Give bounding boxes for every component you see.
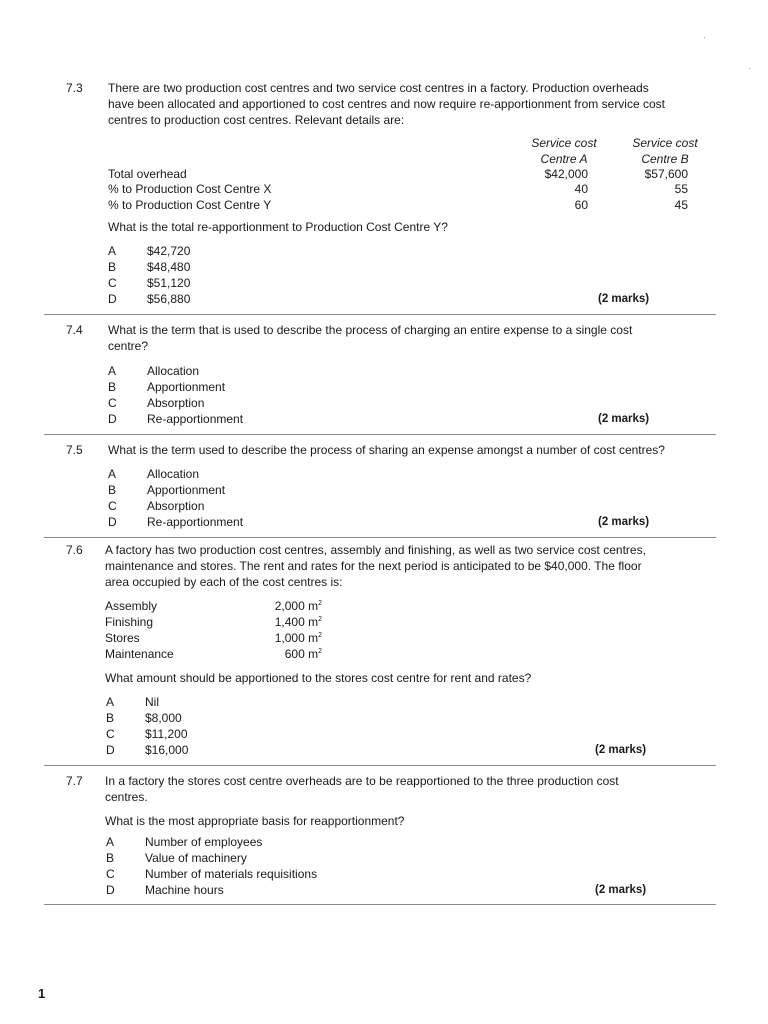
divider [44,904,716,905]
question-number: 7.6 [66,543,83,557]
table-cell: $57,600 [644,167,688,181]
option-letter: C [106,727,115,741]
option-letter: A [106,695,115,709]
text-line: centres to production cost centres. Relevant details are: [108,113,405,127]
question-text [108,80,708,128]
column-header-b-line1: Service cost [632,136,698,150]
option-letter: B [106,711,115,725]
table-row-label: % to Production Cost Centre Y [108,198,272,212]
question-text [108,442,708,458]
option-text: $48,480 [147,260,191,274]
option-text: Nil [145,695,159,709]
question-text [105,542,705,590]
area-value: 600 $m^2$ [284,647,322,661]
column-header-a-line2: Centre A [540,152,588,166]
option-text: Number of materials requisitions [145,867,318,881]
area-label: Stores [105,631,140,645]
question-prompt: What is the total re-apportionment to Production Cost Centre Y? [108,220,448,234]
column-header-b-line2: Centre B [641,152,689,166]
question-text [105,773,705,805]
option-letter: B [108,260,117,274]
option-letter: A [108,467,117,481]
option-letter: C [108,499,117,513]
option-text: Number of employees [145,835,263,849]
option-text: Allocation [147,467,200,481]
table-cell: 55 [674,182,688,196]
table-row-label: Total overhead [108,167,187,181]
divider [44,314,716,315]
text-line: have been allocated and apportioned to cost centres and now require re-apportionment from service cost [108,97,665,111]
text-line: centre? [108,339,149,353]
option-letter: A [108,244,117,258]
text-line: A factory has two production cost centres, assembly and finishing, as well as two service cost centres, [105,543,646,557]
marks-label: (2 marks) [595,884,647,896]
option-letter: D [108,515,117,529]
option-text: Absorption [147,396,205,410]
table-cell: 40 [574,182,588,196]
divider [44,434,716,435]
divider [44,765,716,766]
table-cell: 60 [574,198,588,212]
option-letter: B [106,851,115,865]
question-number: 7.5 [66,443,83,457]
question-number: 7.7 [66,774,83,788]
area-value: 1,400 $m^2$ [274,615,322,629]
option-text: Absorption [147,499,205,513]
option-letter: A [108,364,117,378]
question-number: 7.4 [66,323,83,337]
option-text: Re-apportionment [147,412,244,426]
scan-dot [704,37,705,38]
option-letter: A [106,835,115,849]
divider [44,537,716,538]
text-line: area occupied by each of the cost centres is: [105,575,343,589]
area-label: Maintenance [105,647,174,661]
option-text: Allocation [147,364,200,378]
marks-label: (2 marks) [598,413,650,425]
area-label: Finishing [105,615,154,629]
question-prompt: What is the most appropriate basis for reapportionment? [105,814,405,828]
option-letter: D [106,743,115,757]
column-header-a-line1: Service cost [531,136,597,150]
option-letter: B [108,380,117,394]
scan-dot [749,68,750,69]
option-text: $51,120 [147,276,191,290]
option-text: $8,000 [145,711,182,725]
marks-label: (2 marks) [598,293,650,305]
question-text [108,322,708,354]
marks-label: (2 marks) [598,516,650,528]
option-text: $16,000 [145,743,189,757]
text-line: maintenance and stores. The rent and rates for the next period is anticipated to be $40,000. The floor [105,559,642,573]
option-text: Re-apportionment [147,515,244,529]
text-line: What is the term used to describe the process of sharing an expense amongst a number of cost centres? [108,443,665,457]
option-text: Apportionment [147,483,226,497]
marks-label: (2 marks) [595,744,647,756]
option-letter: C [108,276,117,290]
text-line: centres. [105,790,148,804]
area-value: 1,000 $m^2$ [274,631,322,645]
option-text: Machine hours [145,883,224,897]
option-text: Apportionment [147,380,226,394]
table-cell: $42,000 [544,167,588,181]
page-number: 1 [38,986,46,1001]
table-row-label: % to Production Cost Centre X [108,182,272,196]
option-letter: D [108,292,117,306]
table-cell: 45 [674,198,688,212]
text-line: In a factory the stores cost centre overheads are to be reapportioned to the three production cost [105,774,619,788]
area-label: Assembly [105,599,158,613]
area-value: 2,000 $m^2$ [274,599,322,613]
option-text: $42,720 [147,244,191,258]
option-text: Value of machinery [145,851,247,865]
option-letter: B [108,483,117,497]
option-text: $11,200 [145,727,188,741]
option-text: $56,880 [147,292,191,306]
question-prompt: What amount should be apportioned to the stores cost centre for rent and rates? [105,671,532,685]
option-letter: D [106,883,115,897]
question-number: 7.3 [66,81,83,95]
option-letter: C [106,867,115,881]
text-line: What is the term that is used to describe the process of charging an entire expense to a single cost [108,323,633,337]
option-letter: C [108,396,117,410]
text-line: There are two production cost centres and two service cost centres in a factory. Production overheads [108,81,649,95]
option-letter: D [108,412,117,426]
